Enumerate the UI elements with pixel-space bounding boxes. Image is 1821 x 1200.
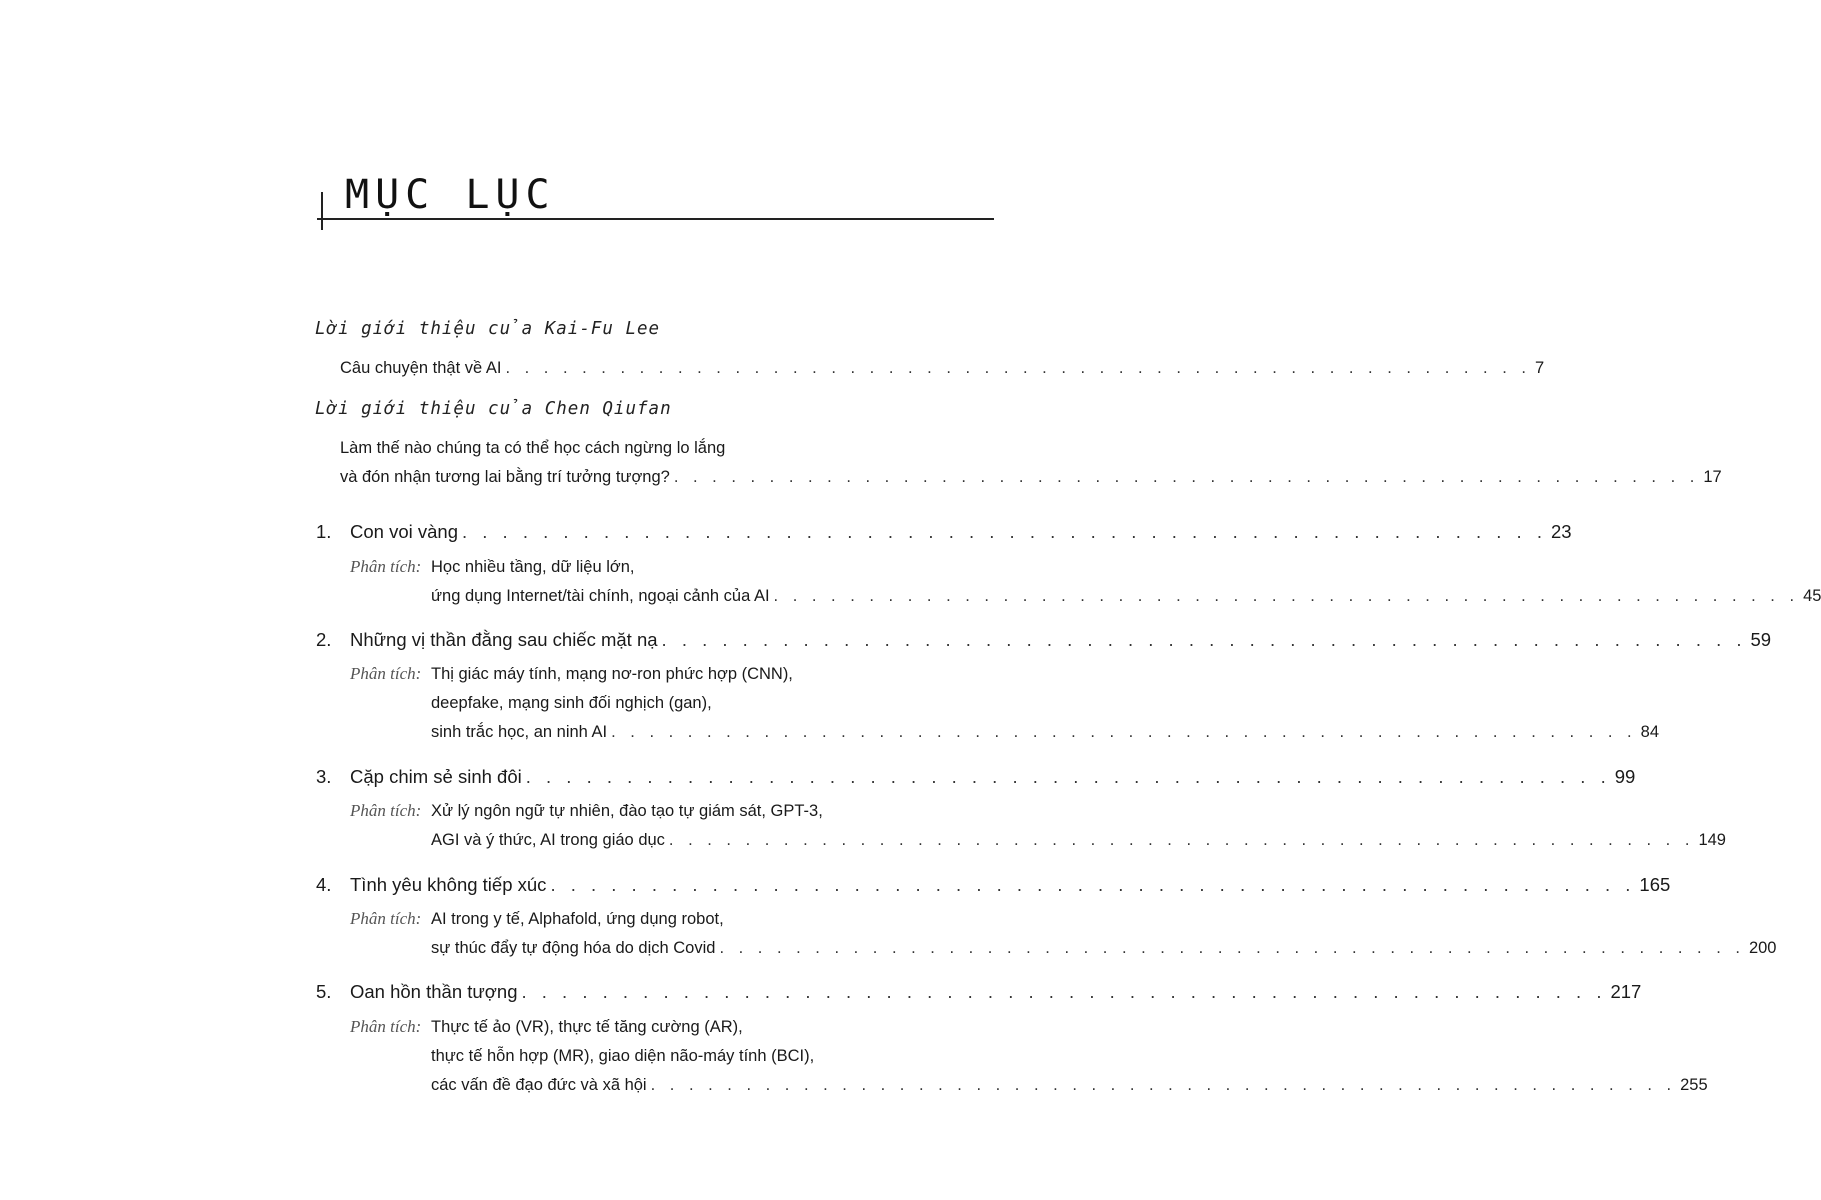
dot-leader: . . . . . . . . . . . . . . . . . . . . . . . . . . . . . . . . . . . . . . . . . . . . . . . . . . . . . . (550, 874, 1636, 895)
page-number: 17 (1703, 468, 1722, 486)
chapter-title: Tình yêu không tiếp xúc (350, 874, 547, 895)
chapter-number: 4. (316, 874, 332, 895)
chapter-number: 2. (316, 629, 332, 650)
chapter-title: Những vị thần đằng sau chiếc mặt nạ (350, 629, 658, 650)
toc-entry-chapter-5[interactable] (350, 980, 1642, 1004)
analysis-label: Phân tích: (350, 557, 422, 576)
entry-title-line: Làm thế nào chúng ta có thể học cách ngừng lo lắng (340, 439, 726, 457)
toc-entry-chapter-1[interactable] (350, 520, 1572, 544)
chapter-number: 1. (316, 521, 332, 542)
analysis-label: Phân tích: (350, 1017, 422, 1036)
dot-leader: . . . . . . . . . . . . . . . . . . . . . . . . . . . . . . . . . . . . . . . . . . . . . . . . . . . . . . (650, 1076, 1677, 1094)
page-number: 255 (1680, 1076, 1708, 1094)
chapter-title: Cặp chim sẻ sinh đôi (350, 766, 522, 787)
page-number: 217 (1610, 981, 1642, 1002)
dot-leader: . . . . . . . . . . . . . . . . . . . . . . . . . . . . . . . . . . . . . . . . . . . . . . . . . . . . . . (611, 723, 1637, 741)
analysis-line: sinh trắc học, an ninh AI (431, 723, 608, 741)
analysis-line: các vấn đề đạo đức và xã hội (431, 1076, 647, 1094)
dot-leader: . . . . . . . . . . . . . . . . . . . . . . . . . . . . . . . . . . . . . . . . . . . . . . . . . . . . . . (673, 468, 1700, 486)
entry-title: và đón nhận tương lai bằng trí tưởng tượng? (340, 468, 670, 486)
toc-entry-analysis-5[interactable] (431, 1073, 1708, 1097)
dot-leader: . . . . . . . . . . . . . . . . . . . . . . . . . . . . . . . . . . . . . . . . . . . . . . . . . . . . . . (521, 981, 1607, 1002)
page-number: 99 (1614, 766, 1636, 787)
page-number: 7 (1534, 359, 1545, 377)
analysis-line: AI trong y tế, Alphafold, ứng dụng robot, (431, 910, 724, 928)
analysis-line: thực tế hỗn hợp (MR), giao diện não-máy tính (BCI), (431, 1047, 815, 1065)
intro-heading-kai-fu-lee: Lời giới thiệu của Kai-Fu Lee (315, 319, 661, 339)
toc-entry-analysis-2[interactable] (431, 720, 1659, 744)
dot-leader: . . . . . . . . . . . . . . . . . . . . . . . . . . . . . . . . . . . . . . . . . . . . . . . . . . . . . . (461, 521, 1547, 542)
analysis-label: Phân tích: (350, 664, 422, 683)
toc-entry-analysis-3[interactable] (431, 828, 1726, 852)
page-number: 45 (1803, 587, 1821, 605)
toc-header (317, 170, 994, 230)
toc-entry-chapter-2[interactable] (350, 628, 1772, 652)
analysis-label: Phân tích: (350, 801, 422, 820)
page-number: 165 (1639, 874, 1671, 895)
analysis-line: Thực tế ảo (VR), thực tế tăng cường (AR), (431, 1018, 743, 1036)
dot-leader: . . . . . . . . . . . . . . . . . . . . . . . . . . . . . . . . . . . . . . . . . . . . . . . . . . . . . . (668, 831, 1695, 849)
toc-entry-analysis-1[interactable] (431, 584, 1821, 608)
analysis-line: Xử lý ngôn ngữ tự nhiên, đào tạo tự giám sát, GPT-3, (431, 802, 823, 820)
chapter-number: 5. (316, 981, 332, 1002)
analysis-label: Phân tích: (350, 909, 422, 928)
intro-heading-chen-qiufan: Lời giới thiệu của Chen Qiufan (315, 399, 672, 419)
dot-leader: . . . . . . . . . . . . . . . . . . . . . . . . . . . . . . . . . . . . . . . . . . . . . . . . . . . . . . (525, 766, 1611, 787)
toc-entry-chapter-4[interactable] (350, 873, 1671, 897)
page-number: 23 (1550, 521, 1572, 542)
dot-leader: . . . . . . . . . . . . . . . . . . . . . . . . . . . . . . . . . . . . . . . . . . . . . . . . . . . . . . (505, 359, 1531, 377)
page-number: 59 (1750, 629, 1772, 650)
dot-leader: . . . . . . . . . . . . . . . . . . . . . . . . . . . . . . . . . . . . . . . . . . . . . . . . . . . . . . (719, 939, 1745, 957)
analysis-line: AGI và ý thức, AI trong giáo dục (431, 831, 665, 849)
analysis-line: Học nhiều tầng, dữ liệu lớn, (431, 558, 635, 576)
toc-entry-intro-1[interactable] (340, 356, 1545, 380)
chapter-title: Con voi vàng (350, 521, 458, 542)
dot-leader: . . . . . . . . . . . . . . . . . . . . . . . . . . . . . . . . . . . . . . . . . . . . . . . . . . . . . . (661, 629, 1747, 650)
toc-entry-chapter-3[interactable] (350, 765, 1636, 789)
toc-entry-intro-2[interactable] (340, 465, 1722, 489)
dot-leader: . . . . . . . . . . . . . . . . . . . . . . . . . . . . . . . . . . . . . . . . . . . . . . . . . . . . . . (773, 587, 1800, 605)
page-number: 84 (1640, 723, 1659, 741)
header-vertical-mark (321, 192, 323, 230)
analysis-line: ứng dụng Internet/tài chính, ngoại cảnh của AI (431, 587, 770, 605)
page-number: 149 (1698, 831, 1726, 849)
analysis-line: Thị giác máy tính, mạng nơ-ron phức hợp (CNN), (431, 665, 793, 683)
entry-title: Câu chuyện thật về AI (340, 359, 502, 377)
chapter-title: Oan hồn thần tượng (350, 981, 518, 1002)
page-title: MỤC LỤC (345, 172, 556, 218)
page-number: 200 (1748, 939, 1777, 957)
chapter-number: 3. (316, 766, 332, 787)
toc-entry-analysis-4[interactable] (431, 936, 1777, 960)
header-rule (317, 218, 994, 220)
analysis-line: sự thúc đẩy tự động hóa do dịch Covid (431, 939, 716, 957)
analysis-line: deepfake, mạng sinh đối nghịch (gan), (431, 694, 712, 712)
